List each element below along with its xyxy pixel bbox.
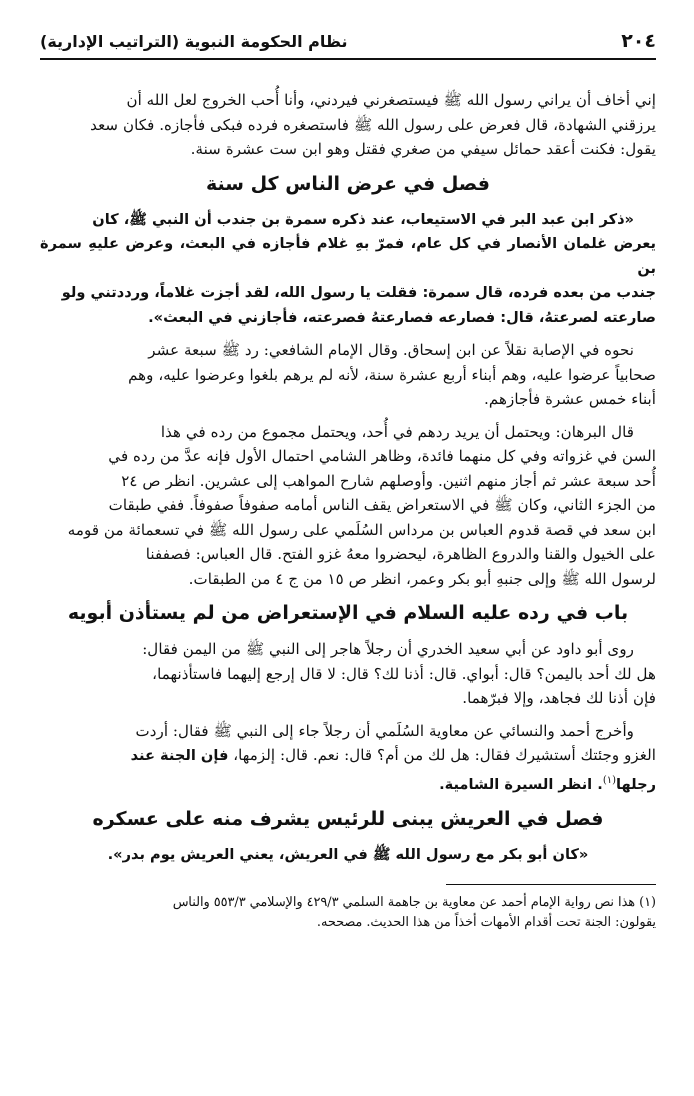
- paragraph-5-bold: فإن الجنة عند رجلها: [130, 747, 656, 793]
- footnote-ref[interactable]: (١): [602, 774, 616, 786]
- footnote-divider: [446, 884, 656, 885]
- page-number: ٢٠٤: [621, 30, 656, 52]
- paragraph-2: نحوه في الإصابة نقلاً عن ابن إسحاق. وقال الإمام الشافعي: رد ﷺ سبعة عشر صحابياً عرضوا عليه، وهم أبناء أربع عشرة سنة، لأنه لم يرهم بلغوا وعرضوا عليه، وهم أبناء خمس عشرة فأجازهم.: [128, 341, 656, 408]
- heading-annual-review: فصل في عرض الناس كل سنة: [206, 172, 490, 195]
- footnote-section: [40, 893, 656, 933]
- paragraph-5-text: وأخرج أحمد والنسائي عن معاوية السُلَمي أن رجلاً جاء إلى النبي ﷺ فقال: أردت الغزو وجئتك أستشيرك فقال: هل لك من أم؟ قال: نعم. قال: إلزمها،: [135, 721, 656, 764]
- book-page: [40, 30, 656, 933]
- footnote-1: (١) هذا نص رواية الإمام أحمد عن معاوية بن جاهمة السلمي ٤٢٩/٣ والإسلامي ٥٥٣/٣ والناس يقولون: الجنة تحت أقدام الأمهات أخذاً من هذا الحديث. مصححه.: [172, 894, 656, 930]
- paragraph-3: قال البرهان: ويحتمل أن يريد ردهم في أُحد، ويحتمل مجموع من رده في هذا السن في غزواته وفي كل منهما فائدة، وظاهر الشامي احتمال الأول فإنه عدَّ من رده في أُحد سبعة عشر ثم أجاز منهم اثنين. وأوصلهم شارح المواهب إلى عشرين. انظر ص ٢٤ من الجزء الثاني، وكان ﷺ في الاستعراض يقف الناس أمامه صفوفاً صفوفاً. ففي طبقات ابن سعد في قصة قدوم العباس بن مرداس السُلَمي على رسول الله ﷺ في تسعمائة من قومه على الخيول والقنا والدروع الظاهرة، ليحضروا معهُ غزو الفتح. قال العباس: فصففنا لرسول الله ﷺ وإلى جنبهِ أبو بكر وعمر، انظر ص ١٥ من ج ٤ من الطبقات.: [67, 422, 656, 588]
- paragraph-5-source: . انظر السيرة الشامية.: [439, 775, 603, 793]
- paragraph-1: إني أخاف أن يراني رسول الله ﷺ فيستصغرني فيردني، وأنا أُحب الخروج لعل الله أن يرزقني الشهادة، قال فعرض على رسول الله ﷺ فاستصغره فرده فبكى فأجازه. فكان سعد يقول: فكنت أعقد حمائل سيفي من صغري فقتل وهو ابن ست عشرة سنة.: [90, 91, 656, 158]
- quote-badr: «كان أبو بكر مع رسول الله ﷺ في العريش، يعني العريش يوم بدر».: [107, 846, 589, 864]
- quote-istiab: «ذكر ابن عبد البر في الاستيعاب، عند ذكره سمرة بن جندب أن النبي ﷺ، كان يعرض غلمان الأنصار في كل عام، فمرّ بهِ غلام فأجازه في البعث، وعرض عليهِ سمرة بن جندب من بعده فرده، قال سمرة: فقلت يا رسول الله، لقد أجزت غلاماً، ورددتني ولو صارعته لصرعتهُ، قال: فصارعه فصارعتهُ فصرعته، فأجازني في البعث».: [40, 210, 656, 326]
- paragraph-4: روى أبو داود عن أبي سعيد الخدري أن رجلاً هاجر إلى النبي ﷺ من اليمن فقال: هل لك أحد باليمن؟ قال: أبواي. قال: أذنا لك؟ قال: لا قال إرجع إليهما فاستأذنهما، فإن أذنا لك فجاهد، وإلا فبرّهما.: [142, 640, 656, 707]
- running-header: [40, 30, 656, 60]
- paragraph-5: [40, 719, 656, 798]
- page-body: [40, 88, 656, 868]
- heading-parents-permission: باب في رده عليه السلام في الإستعراض من لم يستأذن أبويه: [67, 602, 629, 624]
- heading-arish: فصل في العريش يبنى للرئيس يشرف منه على عسكره: [92, 808, 604, 831]
- book-title: نظام الحكومة النبوية (التراتيب الإدارية): [40, 32, 348, 51]
